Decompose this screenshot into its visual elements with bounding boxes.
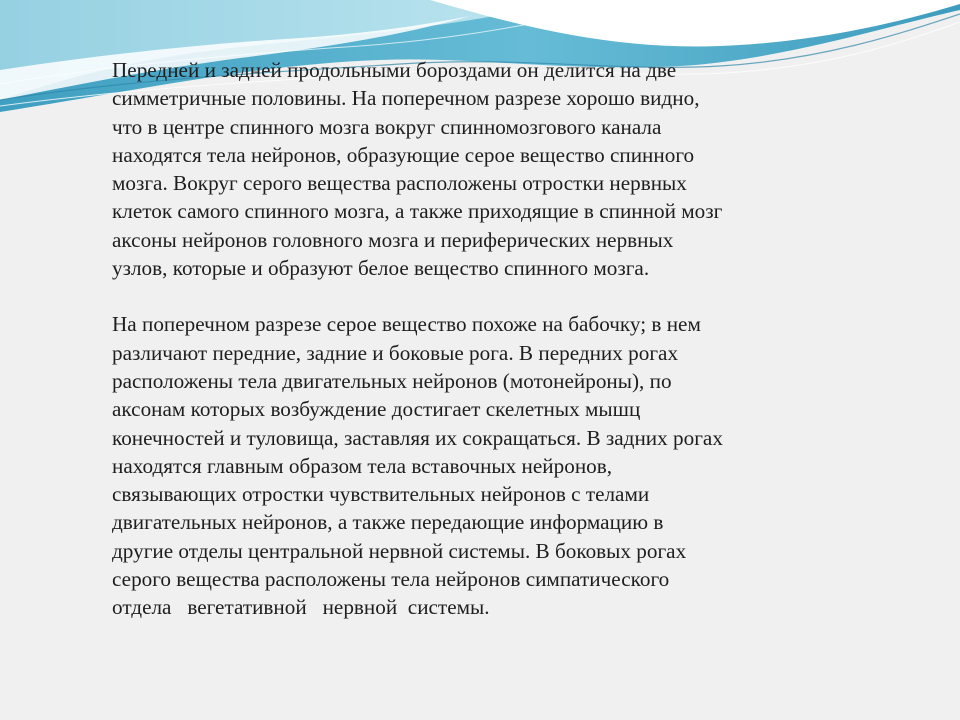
- text-line: отдела вегетативной нервной системы.: [112, 595, 490, 620]
- text-line: серого вещества расположены тела нейронов симпатического: [112, 567, 670, 592]
- text-line: расположены тела двигательных нейронов (мотонейроны), по: [112, 368, 672, 393]
- text-line: связывающих отростки чувствительных нейронов с телами: [112, 482, 650, 507]
- text-line: находятся тела нейронов, образующие серое вещество спинного: [112, 142, 695, 167]
- paragraph-1: [112, 56, 872, 282]
- text-line: двигательных нейронов, а также передающие информацию в: [112, 510, 664, 535]
- text-line: мозга. Вокруг серого вещества расположены отростки нервных: [112, 171, 687, 196]
- paragraph-2: [112, 310, 872, 621]
- text-line: что в центре спинного мозга вокруг спинномозгового канала: [112, 114, 662, 139]
- text-line: клеток самого спинного мозга, а также приходящие в спинной мозг: [112, 199, 723, 224]
- paragraph-gap: [112, 282, 872, 310]
- text-line: другие отделы центральной нервной системы. В боковых рогах: [112, 538, 687, 563]
- text-line: узлов, которые и образуют белое вещество спинного мозга.: [112, 256, 650, 281]
- text-line: аксонам которых возбуждение достигает скелетных мышц: [112, 397, 641, 422]
- text-line: аксоны нейронов головного мозга и периферических нервных: [112, 227, 674, 252]
- text-line: различают передние, задние и боковые рога. В передних рогах: [112, 340, 679, 365]
- text-line: Передней и задней продольными бороздами он делится на две: [112, 58, 677, 82]
- text-line: находятся главным образом тела вставочных нейронов,: [112, 453, 613, 478]
- text-line: симметричные половины. На поперечном разрезе хорошо видно,: [112, 86, 700, 111]
- text-body: [112, 56, 872, 622]
- text-line: конечностей и туловища, заставляя их сокращаться. В задних рогах: [112, 425, 723, 450]
- text-line: На поперечном разрезе серое вещество похоже на бабочку; в нем: [112, 312, 701, 337]
